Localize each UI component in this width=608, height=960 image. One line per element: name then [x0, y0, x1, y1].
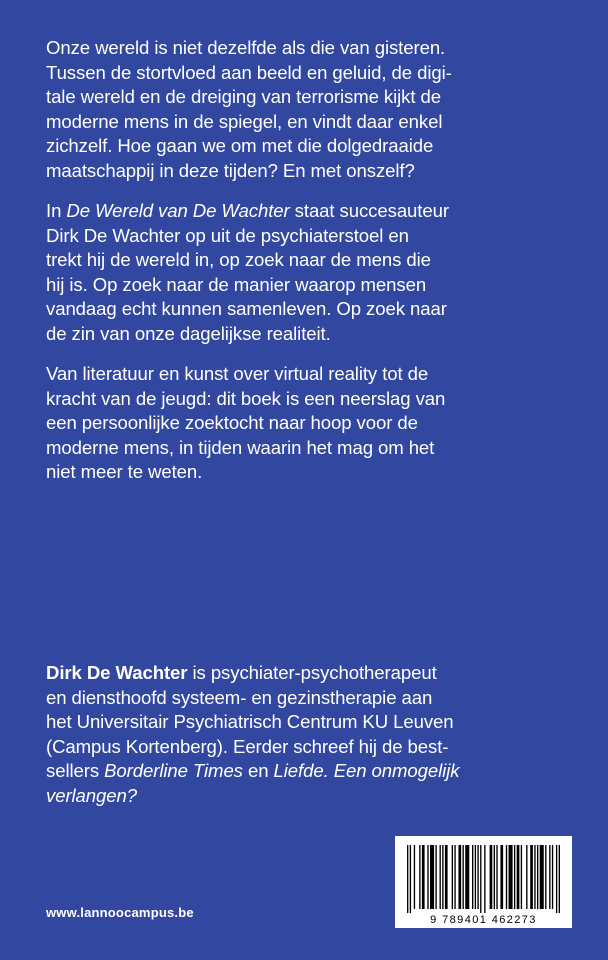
text-line: trekt hij de wereld in, op zoek naar de mens die	[46, 249, 431, 270]
barcode-bar	[506, 845, 507, 909]
barcode-bar	[465, 845, 469, 909]
barcode-bar	[435, 845, 436, 909]
text-fragment: en	[242, 760, 274, 781]
text-fragment: is psychiater-psychotherapeut	[187, 662, 437, 683]
barcode-bar	[530, 845, 533, 909]
barcode-bar	[500, 845, 503, 909]
text-line: maatschappij in deze tijden? En met onszelf?	[46, 159, 415, 181]
text-line	[46, 759, 586, 784]
barcode-bar	[534, 845, 535, 909]
description-paragraph-2	[46, 199, 586, 346]
text-line: Dirk De Wachter op uit de psychiaterstoel en	[46, 224, 409, 246]
barcode-bar	[454, 845, 455, 909]
barcode-bar	[475, 845, 476, 909]
barcode-bar	[419, 845, 420, 909]
barcode-bar	[517, 845, 520, 909]
barcode-bars	[407, 845, 560, 913]
barcode-bar	[545, 845, 546, 909]
barcode-bar	[427, 845, 428, 909]
barcode-bar	[490, 845, 493, 909]
isbn-barcode	[395, 836, 572, 928]
barcode-bar	[537, 845, 538, 909]
text-line: tale wereld en de dreiging van terrorisme kijkt de	[46, 86, 441, 107]
description-paragraph-3	[46, 362, 586, 485]
text-line: een persoonlijke zoektocht naar hoop voor de	[46, 412, 418, 433]
barcode-bar	[556, 845, 557, 913]
book-title: De Wereld van De Wachter	[66, 200, 290, 221]
barcode-bar	[440, 845, 441, 909]
barcode-bar	[514, 845, 515, 909]
text-line: het Universitair Psychiatrisch Centrum KU Leuven	[46, 711, 454, 732]
isbn-number: 9 789401 462273	[430, 914, 537, 926]
barcode-bar	[407, 845, 408, 913]
publisher-website: www.lannoocampus.be	[46, 905, 194, 920]
barcode-bar	[452, 845, 453, 909]
barcode-bar	[521, 845, 522, 909]
text-line	[46, 661, 586, 686]
text-line: vandaag echt kunnen samenleven. Op zoek naar	[46, 298, 447, 319]
description-paragraph-1	[46, 36, 586, 183]
barcode-bar	[494, 845, 495, 909]
text-line: de zin van onze dagelijkse realiteit.	[46, 322, 331, 344]
barcode-bar	[496, 845, 497, 909]
book-title: verlangen?	[46, 784, 138, 806]
text-line: Van literatuur en kunst over virtual reality tot de	[46, 363, 429, 384]
author-bio	[46, 661, 586, 808]
text-fragment: sellers	[46, 760, 105, 781]
barcode-bar	[526, 845, 527, 909]
text-fragment: In	[46, 200, 67, 221]
text-line: moderne mens in de spiegel, en vindt daar enkel	[46, 110, 443, 132]
text-fragment: staat succesauteur	[289, 200, 449, 221]
barcode-bar	[552, 845, 553, 909]
book-title: Liefde. Een onmogelijk	[273, 760, 460, 781]
barcode-bar	[477, 845, 478, 909]
barcode-bar	[422, 845, 425, 909]
text-line: niet meer te weten.	[46, 461, 203, 482]
barcode-bar	[414, 845, 415, 909]
text-line	[46, 199, 586, 224]
barcode-bar	[540, 845, 544, 909]
barcode-bar	[463, 845, 464, 909]
barcode-bar	[430, 845, 434, 909]
barcode-bar	[410, 845, 411, 913]
book-title: Borderline Times	[104, 760, 243, 781]
text-line: (Campus Kortenberg). Eerder schreef hij de best-	[46, 735, 449, 757]
barcode-bar	[549, 845, 550, 909]
barcode-bar	[484, 845, 485, 913]
barcode-bar	[458, 845, 461, 909]
text-line: Tussen de stortvloed aan beeld en geluid, de digi-	[46, 61, 452, 83]
text-line: moderne mens, in tijden waarin het mag om het	[46, 436, 435, 458]
barcode-bar	[480, 845, 481, 913]
text-line: Onze wereld is niet dezelfde als die van gisteren.	[46, 37, 446, 58]
barcode-bar	[472, 845, 473, 909]
barcode-bar	[442, 845, 443, 909]
text-line: zichzelf. Hoe gaan we om met die dolgedraaide	[46, 135, 434, 156]
barcode-bar	[509, 845, 513, 909]
barcode-bar	[559, 845, 560, 913]
text-line	[46, 784, 586, 809]
text-line: en diensthoofd systeem- en gezinstherapie aan	[46, 686, 433, 708]
author-name: Dirk De Wachter	[46, 662, 188, 683]
text-line: kracht van de jeugd: dit boek is een neerslag van	[46, 387, 446, 409]
text-line: hij is. Op zoek naar de manier waarop mensen	[46, 273, 427, 295]
barcode-bar	[445, 845, 448, 909]
